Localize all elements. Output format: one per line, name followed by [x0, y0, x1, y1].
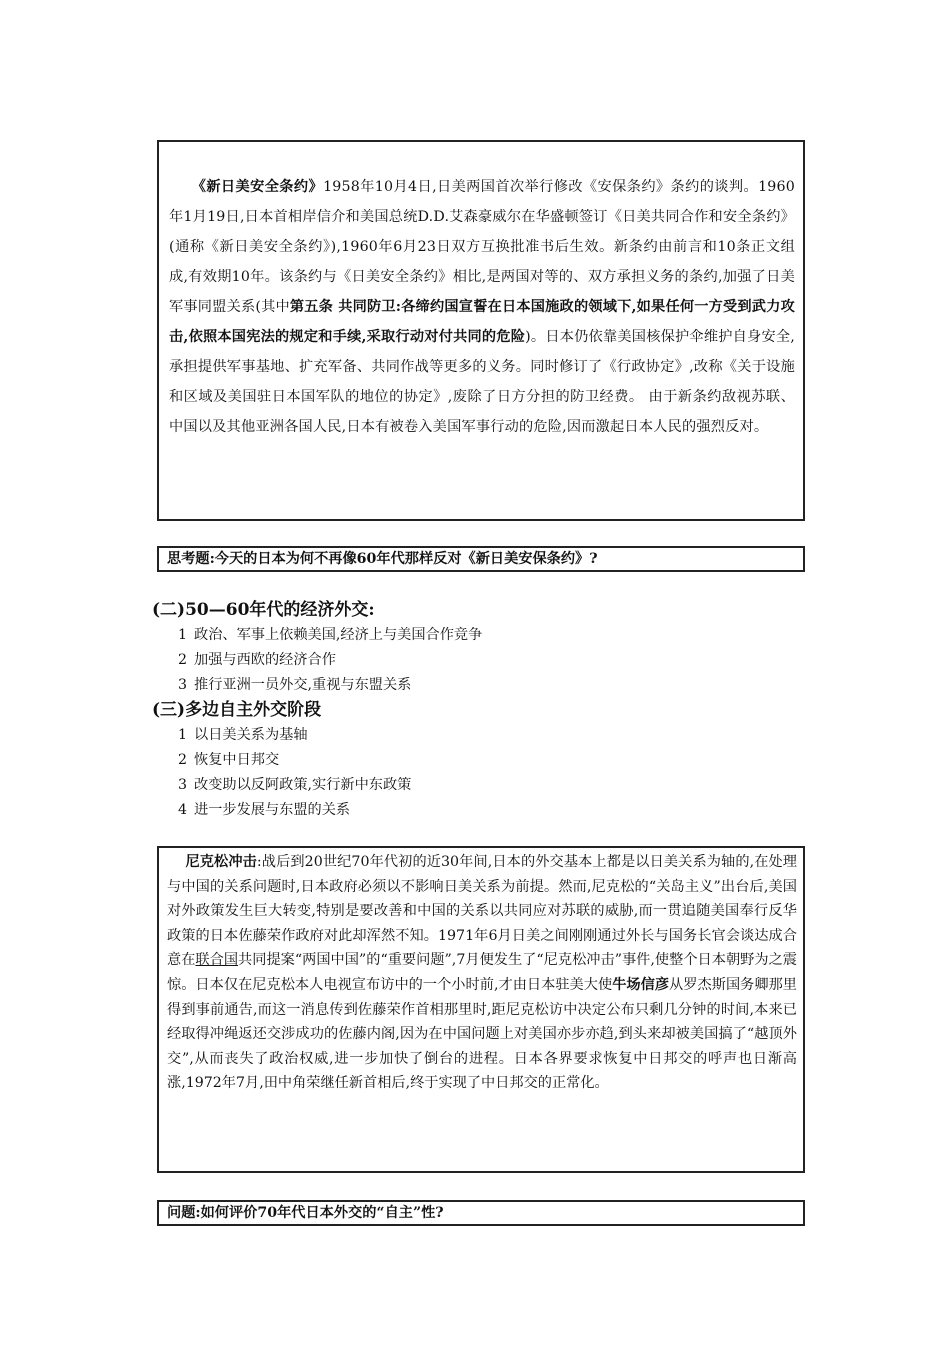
treaty-title: 《新日美安全条约》 [191, 179, 324, 195]
list-item: 3 改变助以反阿政策,实行新中东政策 [178, 777, 412, 793]
list-item: 1 政治、军事上依赖美国,经济上与美国合作竞争 [178, 627, 483, 643]
list-item: 2 恢复中日邦交 [178, 752, 280, 768]
list-item: 4 进一步发展与东盟的关系 [178, 802, 351, 818]
un-link[interactable]: 联合国 [195, 952, 239, 969]
list-item: 1 以日美关系为基轴 [178, 727, 308, 743]
economic-diplomacy-list [178, 623, 482, 698]
treaty-paragraph [169, 172, 795, 442]
question-box-1 [157, 546, 805, 572]
treaty-article-five: 第五条 共同防卫:各缔约国宣誓在日本国施政的领域下,如果任何一方受到武力攻击,依照本国宪法的规定和手续,采取行动对付共同的危险 [169, 299, 795, 345]
ambassador-name: 牛场信彦 [612, 976, 670, 993]
section-heading-economic-diplomacy: (二)50—60年代的经济外交: [152, 600, 375, 620]
question-box-2 [157, 1200, 805, 1226]
autonomous-diplomacy-list [178, 723, 411, 823]
treaty-text-1: 1958年10月4日,日美两国首次举行修改《安保条约》条约的谈判。1960年1月19日,日本首相岸信介和美国总统D.D.艾森豪威尔在华盛顿签订《日美共同合作和安全条约》(通称《新日美安全条约》),1960年6月23日双方互换批准书后生效。新条约由前言和10条正文组成,有效期10年。该条约与《日美安全条约》相比,是两国对等的、双方承担义务的条约,加强了日美军事同盟关系(其中 [169, 179, 795, 315]
list-item: 3 推行亚洲一员外交,重视与东盟关系 [178, 677, 412, 693]
treaty-box [157, 140, 805, 521]
question-2-text: 问题:如何评价70年代日本外交的“自主”性? [167, 1205, 444, 1221]
treaty-text-2: )。日本仍依靠美国核保护伞维护自身安全,承担提供军事基地、扩充军备、共同作战等更多的义务。同时修订了《行政协定》,改称《关于设施和区域及美国驻日本国军队的地位的协定》,废除了日方分担的防卫经费。 由于新条约敌视苏联、中国以及其他亚洲各国人民,日本有被卷入美国军事行动的危险,因而激起日本人民的强烈反对。 [169, 329, 795, 435]
nixon-shock-box [157, 846, 805, 1173]
nixon-shock-title: 尼克松冲击 [185, 854, 257, 870]
list-item: 2 加强与西欧的经济合作 [178, 652, 336, 668]
nixon-shock-paragraph: 尼克松冲击:战后到20世纪70年代初的近30年间,日本的外交基本上都是以日美关系为轴的,在处理与中国的关系问题时,日本政府必须以不影响日美关系为前提。然而,尼克松的“关岛主义”出台后,美国对外政策发生巨大转变,特别是要改善和中国的关系以共同应对苏联的威胁,而一贯追随美国奉行反华政策的日本佐藤荣作政府对此却浑然不知。1971年6月日美之间刚刚通过外长与国务长官会谈达成合意在联合国共同提案“两国中国”的“重要问题”,7月便发生了“尼克松冲击”事件,使整个日本朝野为之震惊。日本仅在尼克松本人电视宣布访中的一个小时前,才由日本驻美大使牛场信彦从罗杰斯国务卿那里得到事前通告,而这一消息传到佐藤荣作首相那里时,距尼克松访中决定公布只剩几分钟的时间,本来已经取得冲绳返还交涉成功的佐藤内阁,因为在中国问题上对美国亦步亦趋,到头来却被美国搞了“越顶外交”,从而丧失了政治权威,进一步加快了倒台的进程。日本各界要求恢复中日邦交的呼声也日渐高涨,1972年7月,田中角荣继任新首相后,终于实现了中日邦交的正常化。 [167, 854, 797, 1092]
section-heading-autonomous-diplomacy: (三)多边自主外交阶段 [152, 700, 322, 720]
question-1-text: 思考题:今天的日本为何不再像60年代那样反对《新日美安保条约》? [167, 551, 598, 567]
